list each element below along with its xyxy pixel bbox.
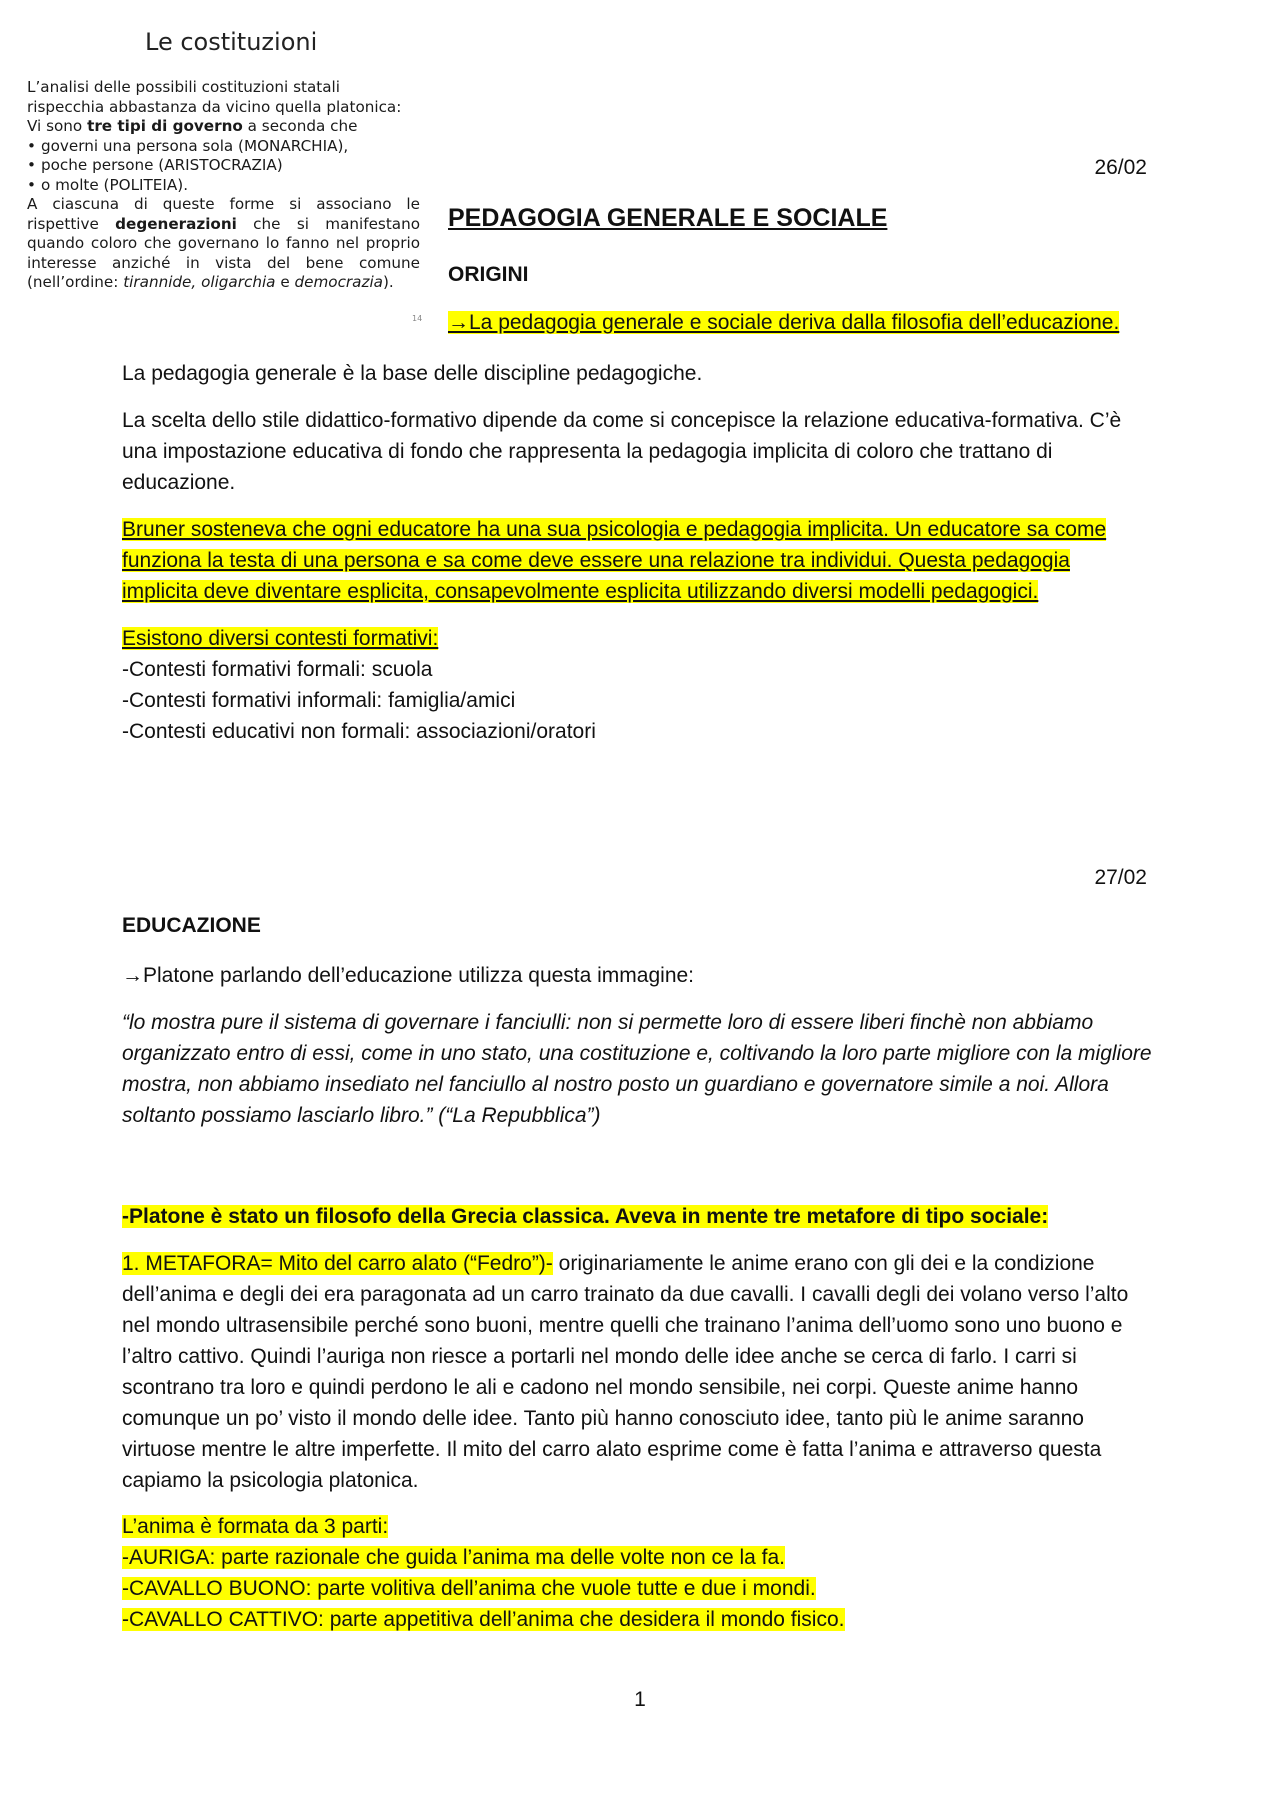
slide-degen-tirannide: tirannide <box>123 273 192 291</box>
slide-types-post: a seconda che <box>242 117 358 135</box>
soul-part <box>122 1542 1162 1573</box>
date-26-02: 26/02 <box>1094 156 1147 179</box>
slide-body <box>27 78 420 293</box>
bruner-line <box>122 545 1162 576</box>
quote-source: (“La Repubblica”) <box>432 1104 601 1127</box>
platone-quote <box>122 1007 1162 1131</box>
slide-degen-democrazia: democrazia <box>294 273 383 291</box>
slide-degen-oligarchia: oligarchia <box>201 273 276 291</box>
page-number: 1 <box>634 1688 646 1711</box>
slide-page-number: 14 <box>412 314 423 323</box>
soul-part <box>122 1573 1162 1604</box>
quote-text: “lo mostra pure il sistema di governare i fanciulli: non si permette loro di essere liberi finchè non abbiamo organizzato entro di essi, come in uno stato, una costituzione e, coltivando la loro parte migliore con la migliore mostra, non abbiamo insediato nel fanciullo al nostro posto un guardiano e governatore simile a noi. Allora soltanto possiamo lasciarlo libro.” <box>122 1011 1152 1127</box>
page-title: PEDAGOGIA GENERALE E SOCIALE <box>448 204 888 232</box>
context-item: -Contesti formativi informali: famiglia/amici <box>122 689 516 712</box>
slide-types-pre: Vi sono <box>27 117 88 135</box>
slide-degen-sep: e <box>275 273 295 291</box>
context-item: -Contesti formativi formali: scuola <box>122 658 433 681</box>
slide-degen-sep: , <box>191 273 202 291</box>
paragraph-stile: La scelta dello stile didattico-formativo dipende da come si concepisce la relazione educativa-formativa. C’è una impostazione educativa di fondo che rappresenta la pedagogia implicita di coloro che trattano di educazione. <box>122 409 1122 494</box>
bruner-line-text: Bruner sosteneva che ogni educatore ha una sua psicologia e pedagogia implicita. Un educatore sa come <box>122 518 1107 541</box>
origins-statement-text: →La pedagogia generale e sociale deriva dalla filosofia dell’educazione. <box>448 311 1120 334</box>
slide-image <box>20 20 423 330</box>
slide-intro: L’analisi delle possibili costituzioni statali rispecchia abbastanza da vicino quella platonica: <box>27 78 402 116</box>
metaphor-1 <box>122 1248 1162 1496</box>
contexts-heading <box>122 623 1162 654</box>
bruner-line <box>122 514 1162 545</box>
soul-part <box>122 1604 1162 1635</box>
slide-degen-pre: A ciascuna di queste forme si associano le rispettive <box>27 195 420 233</box>
slide-degen-post: che si manifestano quando coloro che governano lo fanno nel proprio interesse anziché in vista del bene comune (nell’ordine: <box>27 214 420 291</box>
bruner-line-text: implicita deve diventare esplicita, consapevolmente esplicita utilizzando diversi modelli pedagogici. <box>122 580 1039 603</box>
slide-degen-end: ). <box>382 273 394 291</box>
metaphor-1-text: originariamente le anime erano con gli dei e la condizione dell’anima e degli dei era paragonata ad un carro trainato da due cavalli. I cavalli degli dei volano verso l’alto nel mondo ultrasensibile perché sono buoni, mentre quelli che trainano l’anima dell’uomo sono uno buono e l’altro cattivo. Quindi l’auriga non riesce a portarli nel mondo delle idee anche se cerca di farlo. I carri si scontrano tra loro e quindi perdono le ali e cadono nel mondo sensibile, nei corpi. Queste anime hanno comunque un po’ visto il mondo delle idee. Tanto più hanno conosciuto idee, tanto più le anime saranno virtuose mentre le altre imperfette. Il mito del carro alato esprime come è fatta l’anima e attraverso questa capiamo la psicologia platonica. <box>122 1252 1129 1492</box>
slide-types-line <box>27 117 420 137</box>
slide-title: Le costituzioni <box>145 28 318 56</box>
date-27-02: 27/02 <box>1094 866 1147 889</box>
soul-part-text: -AURIGA: parte razionale che guida l’anima ma delle volte non ce la fa. <box>122 1546 786 1569</box>
origins-statement <box>448 311 1119 335</box>
contexts-block <box>122 623 1162 747</box>
slide-government-list <box>27 137 420 196</box>
metaphors-intro <box>122 1201 1162 1232</box>
slide-list-item: • o molte (POLITEIA). <box>27 176 420 196</box>
heading-educazione: EDUCAZIONE <box>122 914 261 937</box>
soul-heading <box>122 1511 1162 1542</box>
contexts-heading-text: Esistono diversi contesti formativi: <box>122 627 439 650</box>
soul-heading-text: L’anima è formata da 3 parti: <box>122 1515 389 1538</box>
metaphors-intro-text: -Platone è stato un filosofo della Grecia classica. Aveva in mente tre metafore di tipo sociale: <box>122 1205 1049 1228</box>
platone-intro: →Platone parlando dell’educazione utilizza questa immagine: <box>122 964 695 987</box>
heading-origini: ORIGINI <box>448 263 529 286</box>
paragraph-base: La pedagogia generale è la base delle discipline pedagogiche. <box>122 362 703 385</box>
soul-part-text: -CAVALLO BUONO: parte volitiva dell’anima che vuole tutte e due i mondi. <box>122 1577 816 1600</box>
slide-list-item: • poche persone (ARISTOCRAZIA) <box>27 156 420 176</box>
slide-degenerations <box>27 195 420 293</box>
metaphor-1-label: 1. METAFORA= Mito del carro alato (“Fedro”)- <box>122 1252 553 1275</box>
slide-types-bold: tre tipi di governo <box>87 117 243 135</box>
soul-part-text: -CAVALLO CATTIVO: parte appetitiva dell’anima che desidera il mondo fisico. <box>122 1608 845 1631</box>
context-item: -Contesti educativi non formali: associazioni/oratori <box>122 720 596 743</box>
slide-degen-bold: degenerazioni <box>115 214 237 233</box>
bruner-line <box>122 576 1162 607</box>
slide-list-item: • governi una persona sola (MONARCHIA), <box>27 137 420 157</box>
paragraph-bruner <box>122 514 1162 607</box>
soul-parts-block <box>122 1511 1162 1635</box>
bruner-line-text: funziona la testa di una persona e sa come deve essere una relazione tra individui. Questa pedagogia <box>122 549 1070 572</box>
